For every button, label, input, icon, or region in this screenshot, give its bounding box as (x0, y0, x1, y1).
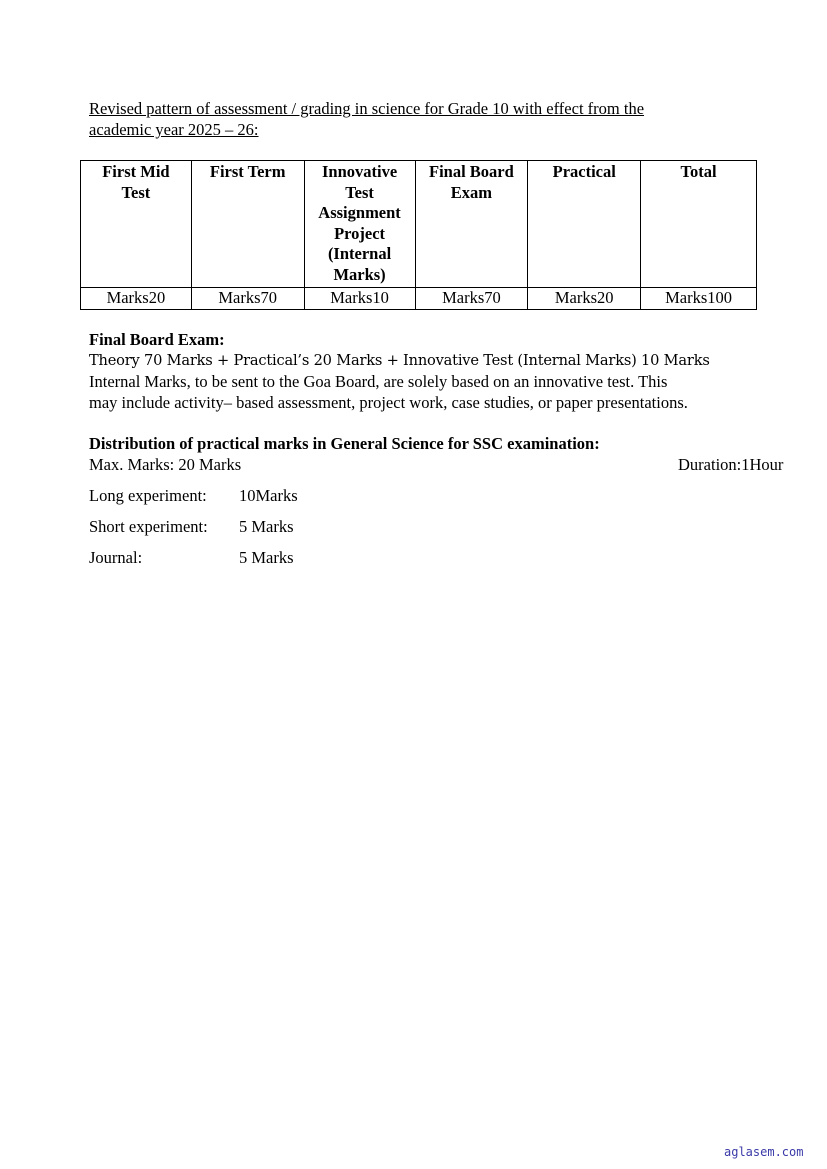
final-board-text-line-2: may include activity– based assessment, project work, case studies, or paper presentations. (89, 393, 688, 412)
short-experiment-label: Short experiment: (89, 517, 208, 536)
practical-heading: Distribution of practical marks in General Science for SSC examination: (89, 434, 600, 453)
intro-heading (89, 98, 729, 140)
cell-innovative-test-marks: Marks10 (304, 288, 415, 310)
practical-meta-row (89, 454, 784, 475)
journal-label: Journal: (89, 548, 143, 567)
final-board-section (89, 329, 749, 413)
assessment-table (80, 160, 757, 310)
duration-text: Duration:1Hour (678, 455, 784, 474)
max-marks-text: Max. Marks: 20 Marks (89, 455, 242, 474)
header-practical: Practical (528, 161, 641, 288)
intro-line-2: academic year 2025 – 26: (89, 120, 259, 139)
long-experiment-marks: 10Marks (239, 486, 298, 505)
final-board-text-line-1: Internal Marks, to be sent to the Goa Board, are solely based on an innovative test. This (89, 372, 668, 391)
short-experiment-marks: 5 Marks (239, 517, 294, 536)
table-header-row (81, 161, 757, 288)
journal-marks: 5 Marks (239, 548, 294, 567)
header-first-term: First Term (191, 161, 304, 288)
cell-total-marks: Marks100 (641, 288, 757, 310)
cell-first-term-marks: Marks70 (191, 288, 304, 310)
final-board-theory-line: Theory 70 Marks + Practical’s 20 Marks + Innovative Test (Internal Marks) 10 Marks (89, 352, 710, 369)
header-final-board-exam: Final Board Exam (415, 161, 528, 288)
header-innovative-test: Innovative Test Assignment Project (Internal Marks) (304, 161, 415, 288)
intro-line-1: Revised pattern of assessment / grading in science for Grade 10 with effect from the (89, 99, 645, 118)
cell-first-mid-test-marks: Marks20 (81, 288, 192, 310)
header-total: Total (641, 161, 757, 288)
cell-final-board-exam-marks: Marks70 (415, 288, 528, 310)
table-row (81, 288, 757, 310)
final-board-heading: Final Board Exam: (89, 330, 225, 349)
cell-practical-marks: Marks20 (528, 288, 641, 310)
header-first-mid-test: First Mid Test (81, 161, 192, 288)
long-experiment-label: Long experiment: (89, 486, 207, 505)
watermark-text: aglasem.com (724, 1145, 804, 1159)
